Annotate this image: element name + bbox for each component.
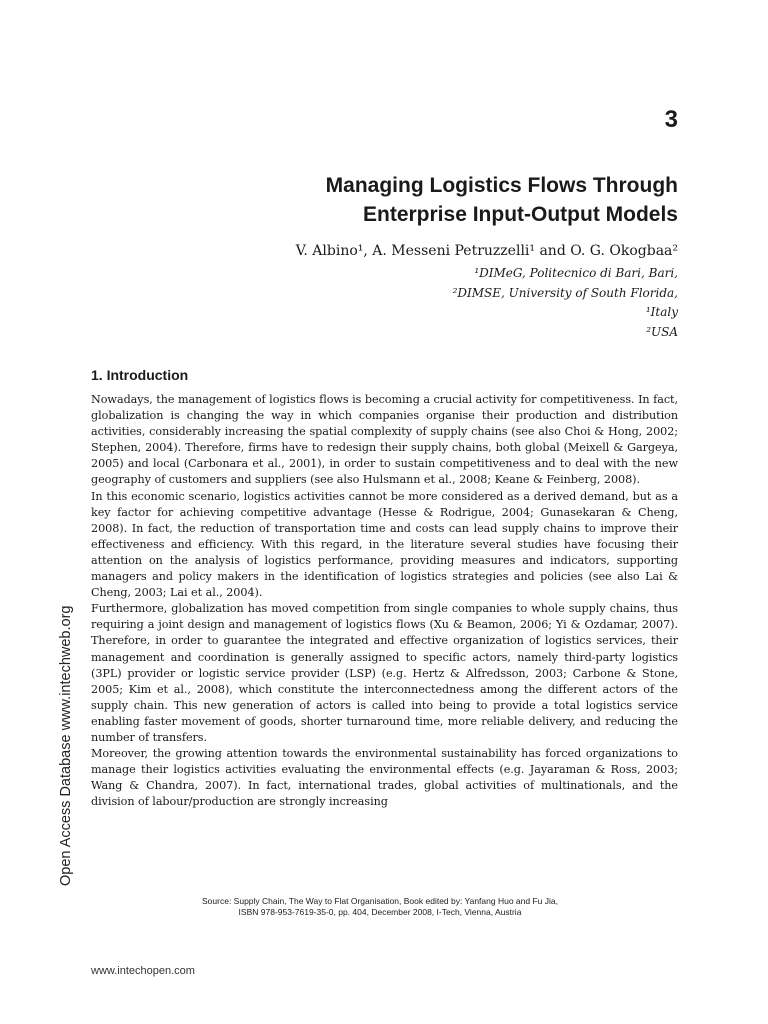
body-text <box>91 392 678 810</box>
source-note-line-1: Source: Supply Chain, The Way to Flat Organisation, Book edited by: Yanfang Huo and Fu Jia, <box>202 896 558 906</box>
chapter-number: 3 <box>664 106 678 133</box>
chapter-title-line-2: Enterprise Input-Output Models <box>363 203 678 226</box>
author-list: V. Albino¹, A. Messeni Petruzzelli¹ and O. G. Okogbaa² <box>295 243 678 259</box>
source-note-line-2: ISBN 978-953-7619-35-0, pp. 404, December 2008, I-Tech, Vienna, Austria <box>238 907 522 917</box>
paragraph: In this economic scenario, logistics activities cannot be more considered as a derived demand, but as a key factor for achieving competitive advantage (Hesse & Rodrigue, 2004; Gunasekaran & Cheng, 2008). In fact, the reduction of transportation time and costs can lead supply chains to improve their effectiveness and efficiency. With this regard, in the literature several studies have focusing their attention on the analysis of logistics performance, providing measures and indicators, supporting managers and policy makers in the identification of logistics strategies and policies (see also Lai & Cheng, 2003; Lai et al., 2004). <box>91 489 678 600</box>
paragraph: Furthermore, globalization has moved competition from single companies to whole supply chains, thus requiring a joint design and management of logistics flows (Xu & Beamon, 2006; Yi & Ozdamar, 2007). Therefore, in order to guarantee the integrated and effective organization of logistics services, their management and coordination is generally assigned to specific actors, namely third-party logistics (3PL) provider or logistic service provider (LSP) (e.g. Hertz & Alfredsson, 2003; Carbone & Stone, 2005; Kim et al., 2008), which constitute the interconnectedness among the different actors of the supply chain. This new generation of actors is called into being to provide a total logistics service enabling faster movement of goods, shorter turnaround time, more reliable delivery, and reducing the number of transfers. <box>91 602 678 744</box>
affiliation-line: ¹Italy <box>645 305 678 319</box>
affiliation-line: ²DIMSE, University of South Florida, <box>452 285 678 300</box>
affiliation-line: ²USA <box>646 324 678 339</box>
chapter-title <box>118 171 678 229</box>
source-note <box>150 896 610 918</box>
paragraph: Nowadays, the management of logistics flows is becoming a crucial activity for competitiveness. In fact, globalization is changing the way in which companies organise their production and distribution activities, considerably increasing the spatial complexity of supply chains (see also Choi & Hong, 2002; Stephen, 2004). Therefore, firms have to redesign their supply chains, both global (Meixell & Gargeya, 2005) and local (Carbonara et al., 2001), in order to sustain competitiveness and to deal with the new geography of customers and suppliers (see also Hulsmann et al., 2008; Keane & Feinberg, 2008). <box>91 393 678 487</box>
affiliations <box>453 264 678 342</box>
paragraph: Moreover, the growing attention towards the environmental sustainability has forced organizations to manage their logistics activities evaluating the environmental effects (e.g. Jayaraman & Ross, 2003; Wang & Chandra, 2007). In fact, international trades, global activities of multinationals, and the division of labour/production are strongly increasing <box>91 747 678 809</box>
section-heading: 1. Introduction <box>91 367 189 383</box>
footer-url: www.intechopen.com <box>91 965 195 977</box>
side-banner: Open Access Database www.intechweb.org <box>58 605 74 886</box>
affiliation-line: ¹DIMeG, Politecnico di Bari, Bari, <box>474 266 678 280</box>
chapter-title-line-1: Managing Logistics Flows Through <box>325 174 678 197</box>
